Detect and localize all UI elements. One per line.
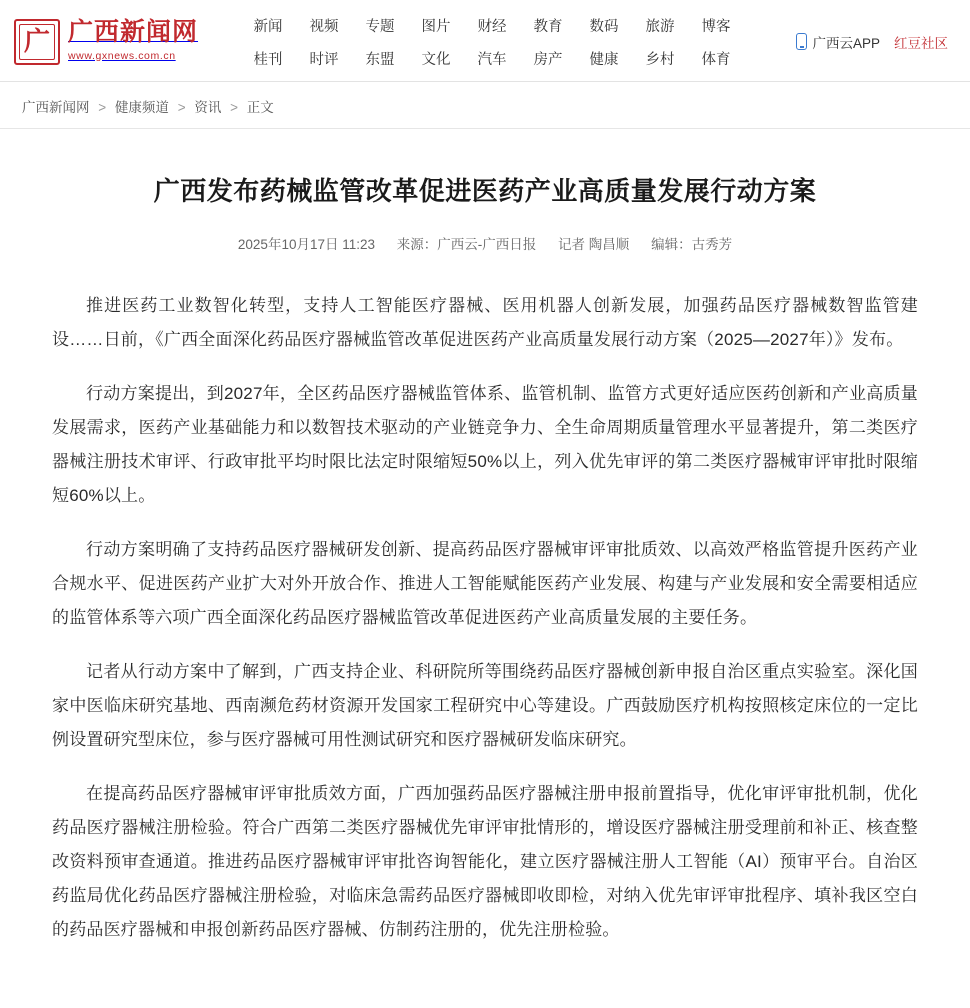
bbs-link[interactable]: 红豆社区 — [894, 35, 948, 51]
logo-glyph: 广 — [23, 26, 50, 57]
nav-item-property[interactable]: 房产 — [533, 51, 563, 68]
nav-item-commentary[interactable]: 时评 — [309, 51, 339, 68]
article-body — [52, 289, 918, 947]
nav-item-travel[interactable]: 旅游 — [645, 18, 675, 35]
logo-icon — [14, 19, 60, 65]
nav-column — [688, 15, 744, 69]
nav-item-health[interactable]: 健康 — [589, 51, 619, 68]
article-paragraph: 行动方案明确了支持药品医疗器械研发创新、提高药品医疗器械审评审批质效、以高效严格监管提升医药产业合规水平、促进医药产业扩大对外开放合作、推进人工智能赋能医药产业发展、构建与产业发展和安全需要相适应的监管体系等六项广西全面深化药品医疗器械监管改革促进医药产业高质量发展的主要任务。 — [52, 539, 918, 627]
breadcrumb-item-health[interactable]: 健康频道 — [114, 100, 169, 115]
nav-item-sports[interactable]: 体育 — [701, 51, 731, 68]
article-date: 2025年10月17日 11:23 — [237, 236, 376, 252]
app-download-link[interactable] — [796, 32, 880, 52]
nav-item-rural[interactable]: 乡村 — [645, 51, 675, 68]
nav-item-auto[interactable]: 汽车 — [477, 51, 507, 68]
nav-item-asean[interactable]: 东盟 — [365, 51, 395, 68]
breadcrumb-separator: > — [177, 100, 186, 115]
nav-column — [576, 15, 632, 69]
article — [0, 173, 970, 947]
logo-url: www.gxnews.com.cn — [68, 50, 176, 63]
article-source: 来源：广西云-广西日报 — [396, 236, 537, 252]
nav-item-video[interactable]: 视频 — [309, 18, 339, 35]
breadcrumb-separator: > — [98, 100, 107, 115]
nav-item-culture[interactable]: 文化 — [421, 51, 451, 68]
nav-item-finance[interactable]: 财经 — [477, 18, 507, 35]
breadcrumb — [0, 82, 970, 129]
article-paragraph: 行动方案提出，到2027年，全区药品医疗器械监管体系、监管机制、监管方式更好适应医药创新和产业高质量发展需求，医药产业基础能力和以数智技术驱动的产业链竞争力、全生命周期质量管理水平显著提升，第二类医疗器械注册技术审评、行政审批平均时限比法定时限缩短50%以上，列入优先审评的第二类医疗器械审评审批时限缩短60%以上。 — [52, 383, 918, 505]
article-paragraph: 在提高药品医疗器械审评审批质效方面，广西加强药品医疗器械注册申报前置指导，优化审评审批机制，优化药品医疗器械注册检验。符合广西第二类医疗器械优先审评审批情形的，增设医疗器械注册受理前和补正、核查整改资料预审查通道。推进药品医疗器械审评审批咨询智能化，建立医疗器械注册人工智能（AI）预审平台。自治区药监局优化药品医疗器械注册检验，对临床急需药品医疗器械即收即检，对纳入优先审评审批程序、填补我区空白的药品医疗器械和申报创新药品医疗器械、仿制药注册的，优先注册检验。 — [52, 783, 918, 939]
logo-text — [68, 19, 226, 65]
logo-title: 广西新闻网 — [68, 17, 199, 46]
nav-item-topics[interactable]: 专题 — [365, 18, 395, 35]
breadcrumb-item-home[interactable]: 广西新闻网 — [22, 100, 90, 115]
breadcrumb-separator: > — [230, 100, 238, 115]
phone-icon — [796, 33, 807, 50]
article-editor: 编辑：古秀芳 — [651, 236, 733, 252]
main-nav — [226, 15, 796, 69]
site-header — [0, 0, 970, 82]
nav-item-guikan[interactable]: 桂刊 — [253, 51, 283, 68]
nav-item-pictures[interactable]: 图片 — [421, 18, 451, 35]
breadcrumb-item-current: 正文 — [246, 100, 274, 115]
nav-item-news[interactable]: 新闻 — [253, 18, 283, 35]
header-right — [796, 32, 952, 52]
nav-column — [408, 15, 464, 69]
page-title: 广西发布药械监管改革促进医药产业高质量发展行动方案 — [153, 176, 817, 206]
nav-column — [464, 15, 520, 69]
article-meta — [52, 233, 918, 275]
nav-column — [352, 15, 408, 69]
nav-item-education[interactable]: 教育 — [533, 18, 563, 35]
breadcrumb-item-news[interactable]: 资讯 — [194, 100, 222, 115]
nav-column — [520, 15, 576, 69]
nav-column — [632, 15, 688, 69]
article-paragraph: 记者从行动方案中了解到，广西支持企业、科研院所等围绕药品医疗器械创新申报自治区重点实验室。深化国家中医临床研究基地、西南濒危药材资源开发国家工程研究中心等建设。广西鼓励医疗机构按照核定床位的一定比例设置研究型床位，参与医疗器械可用性测试研究和医疗器械研发临床研究。 — [52, 661, 918, 749]
site-logo[interactable] — [14, 19, 226, 65]
app-link-label: 广西云APP — [812, 35, 880, 51]
article-reporter: 记者 陶昌顺 — [558, 236, 630, 252]
nav-item-blog[interactable]: 博客 — [701, 18, 731, 35]
article-paragraph: 推进医药工业数智化转型，支持人工智能医疗器械、医用机器人创新发展，加强药品医疗器械数智监管建设……日前，《广西全面深化药品医疗器械监管改革促进医药产业高质量发展行动方案（2025—2027年）》发布。 — [52, 295, 918, 349]
nav-column — [240, 15, 296, 69]
nav-item-digital[interactable]: 数码 — [589, 18, 619, 35]
nav-column — [296, 15, 352, 69]
